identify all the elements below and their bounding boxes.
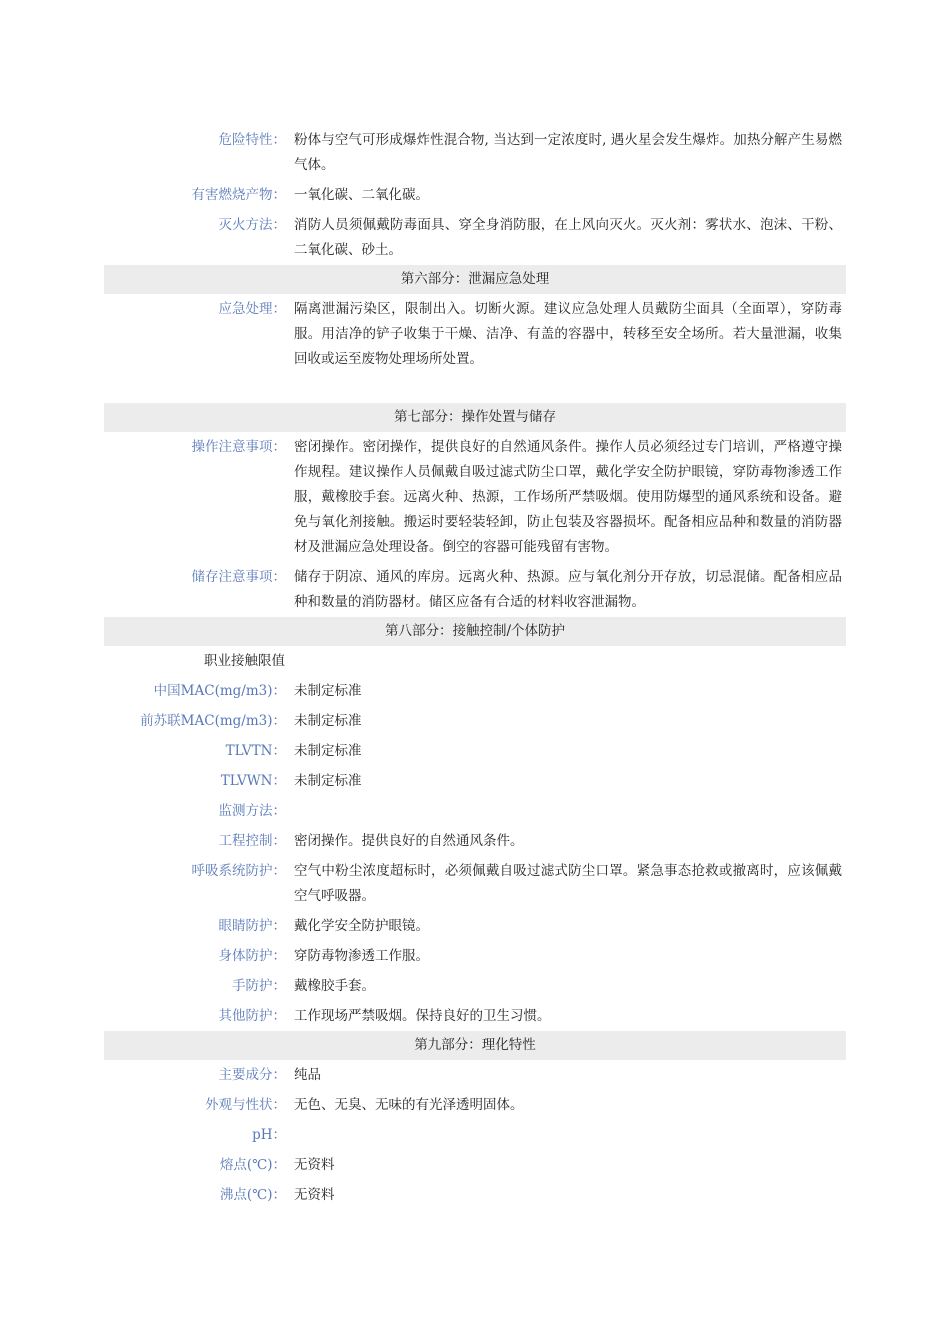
field-row xyxy=(104,971,846,1001)
field-row xyxy=(104,1180,846,1210)
field-row xyxy=(104,562,846,617)
field-label: 中国MAC(mg/m3)： xyxy=(153,682,286,699)
field-label: 应急处理： xyxy=(218,300,286,317)
msds-document xyxy=(104,125,846,1210)
field-value: 纯品 xyxy=(294,1066,321,1083)
field-row xyxy=(104,826,846,856)
field-row xyxy=(104,1150,846,1180)
field-value: 未制定标准 xyxy=(294,742,362,759)
field-value xyxy=(286,799,846,824)
field-label: TLVWN： xyxy=(220,772,286,789)
field-value: 隔离泄漏污染区，限制出入。切断火源。建议应急处理人员戴防尘面具（全面罩），穿防毒服。用洁净的铲子收集于干燥、洁净、有盖的容器中，转移至安全场所。若大量泄漏，收集回收或运至废物处理场所处置。 xyxy=(294,300,842,367)
field-row xyxy=(104,706,846,736)
field-value: 一氧化碳、二氧化碳。 xyxy=(294,186,429,203)
field-label: 灭火方法： xyxy=(218,216,286,233)
field-row xyxy=(104,736,846,766)
field-value: 未制定标准 xyxy=(294,772,362,789)
field-value: 未制定标准 xyxy=(294,712,362,729)
field-label: 外观与性状： xyxy=(205,1096,286,1113)
field-value: 无资料 xyxy=(294,1156,335,1173)
field-row xyxy=(104,432,846,562)
subsection-title: 职业接触限值 xyxy=(204,652,285,669)
field-row xyxy=(104,1060,846,1090)
field-value: 戴化学安全防护眼镜。 xyxy=(294,917,429,934)
field-row xyxy=(104,911,846,941)
section-header: 第八部分：接触控制/个体防护 xyxy=(104,617,846,646)
field-value: 未制定标准 xyxy=(294,682,362,699)
field-row xyxy=(104,941,846,971)
field-label: 工程控制： xyxy=(218,832,286,849)
field-row xyxy=(104,210,846,265)
field-row xyxy=(104,180,846,210)
field-label: 有害燃烧产物： xyxy=(191,186,286,203)
field-label: pH： xyxy=(252,1126,286,1143)
section-header: 第七部分：操作处置与储存 xyxy=(104,403,846,432)
field-row xyxy=(104,796,846,826)
section-header: 第九部分：理化特性 xyxy=(104,1031,846,1060)
field-value: 储存于阴凉、通风的库房。远离火种、热源。应与氧化剂分开存放，切忌混储。配备相应品种和数量的消防器材。储区应备有合适的材料收容泄漏物。 xyxy=(294,568,842,610)
field-value: 空气中粉尘浓度超标时，必须佩戴自吸过滤式防尘口罩。紧急事态抢救或撤离时，应该佩戴空气呼吸器。 xyxy=(294,862,842,904)
field-value: 粉体与空气可形成爆炸性混合物, 当达到一定浓度时, 遇火星会发生爆炸。加热分解产生易燃气体。 xyxy=(294,131,842,173)
field-value: 消防人员须佩戴防毒面具、穿全身消防服，在上风向灭火。灭火剂：雾状水、泡沫、干粉、二氧化碳、砂土。 xyxy=(294,216,842,258)
field-value: 穿防毒物渗透工作服。 xyxy=(294,947,429,964)
field-row xyxy=(104,856,846,911)
field-label: 危险特性： xyxy=(218,131,286,148)
field-label: 监测方法： xyxy=(218,802,286,819)
field-value: 密闭操作。提供良好的自然通风条件。 xyxy=(294,832,524,849)
field-row xyxy=(104,1090,846,1120)
field-label: 熔点(℃)： xyxy=(219,1156,286,1173)
section-header: 第六部分：泄漏应急处理 xyxy=(104,265,846,294)
field-value: 无色、无臭、无味的有光泽透明固体。 xyxy=(294,1096,524,1113)
field-label: 眼睛防护： xyxy=(218,917,286,934)
field-row xyxy=(104,125,846,180)
field-value xyxy=(286,1123,846,1148)
field-label: 沸点(℃)： xyxy=(219,1186,286,1203)
field-label: 主要成分： xyxy=(218,1066,286,1083)
field-value: 戴橡胶手套。 xyxy=(294,977,375,994)
field-label: 储存注意事项： xyxy=(191,568,286,585)
field-label: 手防护： xyxy=(232,977,286,994)
field-row xyxy=(104,676,846,706)
field-label: 其他防护： xyxy=(218,1007,286,1024)
field-value: 工作现场严禁吸烟。保持良好的卫生习惯。 xyxy=(294,1007,551,1024)
field-row xyxy=(104,766,846,796)
field-label: TLVTN： xyxy=(225,742,286,759)
field-value: 无资料 xyxy=(294,1186,335,1203)
field-row xyxy=(104,1001,846,1031)
field-label: 操作注意事项： xyxy=(191,438,286,455)
field-label: 身体防护： xyxy=(218,947,286,964)
field-row xyxy=(104,294,846,374)
field-value: 密闭操作。密闭操作，提供良好的自然通风条件。操作人员必须经过专门培训，严格遵守操作规程。建议操作人员佩戴自吸过滤式防尘口罩，戴化学安全防护眼镜，穿防毒物渗透工作服，戴橡胶手套。远离火种、热源，工作场所严禁吸烟。使用防爆型的通风系统和设备。避免与氧化剂接触。搬运时要轻装轻卸，防止包装及容器损坏。配备相应品种和数量的消防器材及泄漏应急处理设备。倒空的容器可能残留有害物。 xyxy=(294,438,842,555)
field-row xyxy=(104,1120,846,1150)
spacer xyxy=(104,374,846,403)
field-label: 呼吸系统防护： xyxy=(191,862,286,879)
field-label: 前苏联MAC(mg/m3)： xyxy=(140,712,286,729)
